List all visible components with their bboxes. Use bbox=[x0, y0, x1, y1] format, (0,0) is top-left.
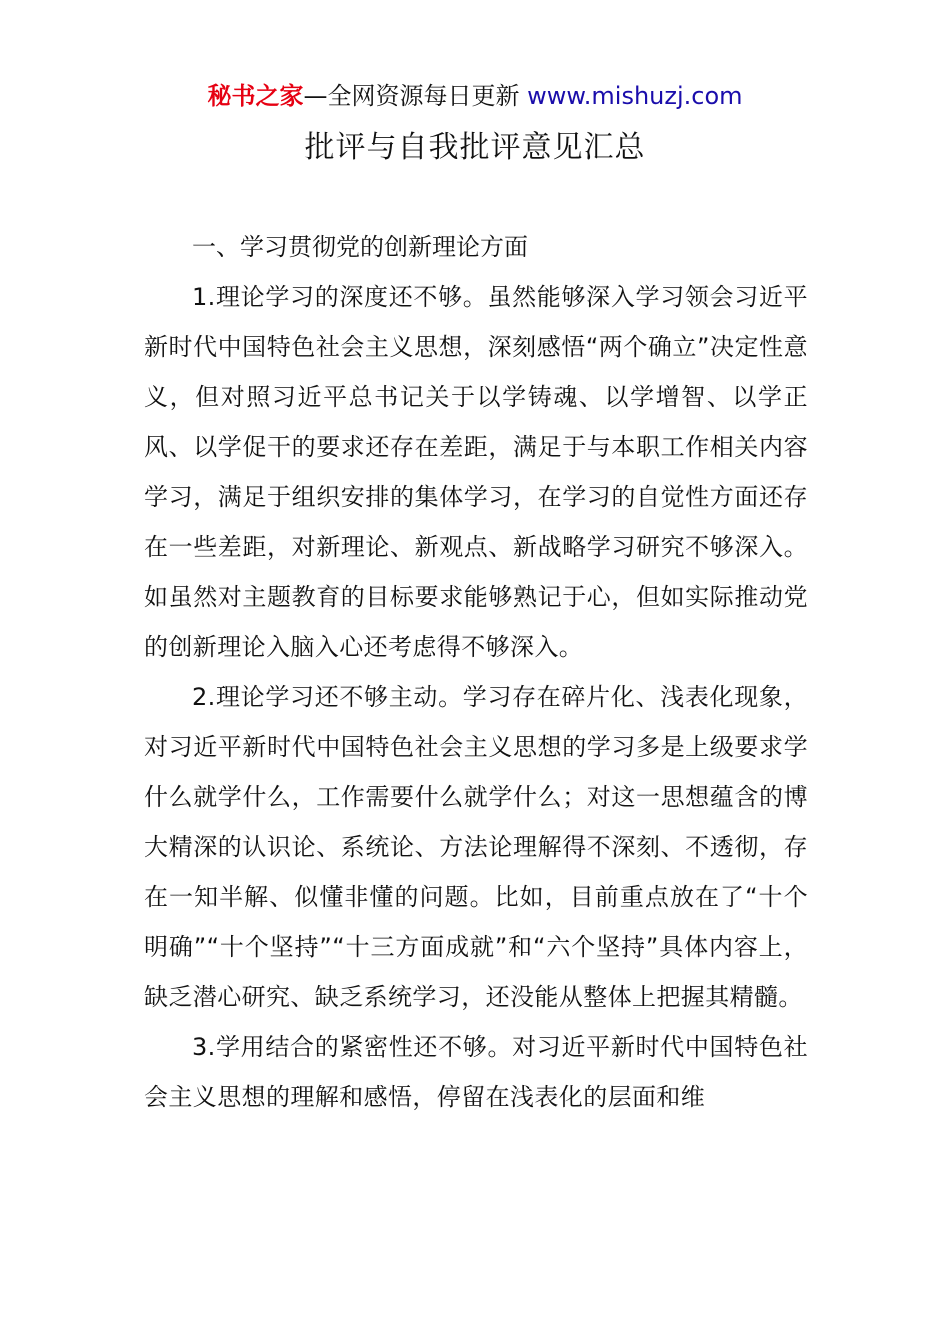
document-title: 批评与自我批评意见汇总 bbox=[304, 130, 646, 165]
header-tagline: —全网资源每日更新 bbox=[303, 82, 528, 110]
document-body bbox=[144, 222, 808, 1122]
paragraph-3: 3.学用结合的紧密性还不够。对习近平新时代中国特色社会主义思想的理解和感悟，停留在浅表化的层面和维 bbox=[144, 1033, 808, 1111]
section-heading: 一、学习贯彻党的创新理论方面 bbox=[192, 233, 528, 261]
site-header bbox=[0, 80, 950, 112]
brand-name: 秘书之家 bbox=[207, 82, 304, 110]
paragraph-1: 1.理论学习的深度还不够。虽然能够深入学习领会习近平新时代中国特色社会主义思想，深刻感悟“两个确立”决定性意义，但对照习近平总书记关于以学铸魂、以学增智、以学正风、以学促干的要求还存在差距，满足于与本职工作相关内容学习，满足于组织安排的集体学习，在学习的自觉性方面还存在一些差距，对新理论、新观点、新战略学习研究不够深入。如虽然对主题教育的目标要求能够熟记于心，但如实际推动党的创新理论入脑入心还考虑得不够深入。 bbox=[144, 283, 808, 661]
site-url-link[interactable]: www.mishuzj.com bbox=[527, 82, 743, 110]
paragraph-2: 2.理论学习还不够主动。学习存在碎片化、浅表化现象，对习近平新时代中国特色社会主义思想的学习多是上级要求学什么就学什么，工作需要什么就学什么；对这一思想蕴含的博大精深的认识论、系统论、方法论理解得不深刻、不透彻，存在一知半解、似懂非懂的问题。比如，目前重点放在了“十个明确”“十个坚持”“十三方面成就”和“六个坚持”具体内容上，缺乏潜心研究、缺乏系统学习，还没能从整体上把握其精髓。 bbox=[144, 683, 808, 1011]
